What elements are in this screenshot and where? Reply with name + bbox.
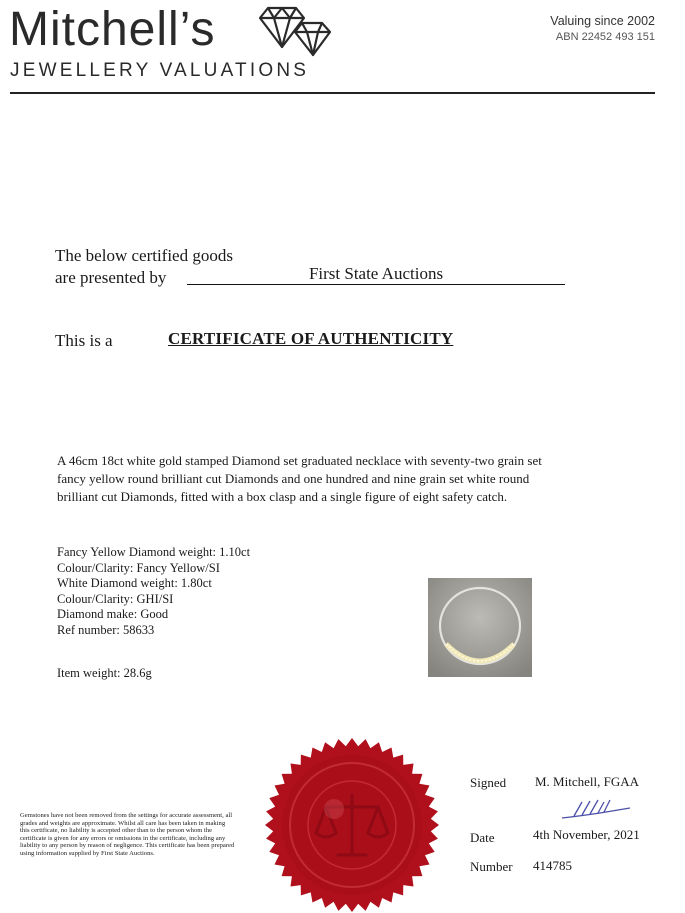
certificate-prefix: This is a [55,331,113,350]
certificate-title: CERTIFICATE OF AUTHENTICITY [168,329,454,348]
spec-diamond-make: Diamond make: Good [57,607,169,621]
abn-number: ABN 22452 493 151 [555,31,655,43]
presenter-name: First State Auctions [187,264,565,285]
signed-value: M. Mitchell, FGAA [535,774,639,789]
spec-yellow-weight: Fancy Yellow Diamond weight: 1.10ct [57,545,251,559]
date-label: Date [470,830,495,845]
signature-icon [560,796,632,822]
brand-name: Mitchell’s [9,3,216,56]
number-value: 414785 [533,858,572,873]
spec-yellow-clarity: Colour/Clarity: Fancy Yellow/SI [57,560,220,575]
spec-list [57,545,250,638]
brand-subtitle: JEWELLERY VALUATIONS [10,60,310,81]
spec-white-clarity: Colour/Clarity: GHI/SI [57,591,174,606]
intro-line-1: The below certified goods [55,246,233,265]
tagline: Valuing since 2002 [550,14,655,28]
spec-white-weight: White Diamond weight: 1.80ct [57,576,212,590]
date-value: 4th November, 2021 [533,827,640,842]
item-description: A 46cm 18ct white gold stamped Diamond set graduated necklace with seventy-two grain set fancy yellow round brilliant cut Diamonds and one hundred and nine grain set white round brilliant cut Diamonds, fitted with a box clasp and a single figure of eight safety catch. [57,453,542,504]
necklace-photo [428,578,532,677]
intro-line-2: are presented by [55,268,167,287]
header-divider [10,92,655,94]
signed-label: Signed [470,775,507,790]
diamond-logo-icon [258,3,336,59]
spec-ref-number: Ref number: 58633 [57,622,155,637]
wax-seal-icon [264,737,440,913]
number-label: Number [470,859,513,874]
item-weight: Item weight: 28.6g [57,666,152,680]
disclaimer-text: Gemstones have not been removed from the settings for accurate assessment, all grades and weights are approximate. Whilst all care has been taken in making this certificate, no liability is accepted other than to the person whom the certificate is given for any errors or omissions in the certificate, including any liability to any person by reason of negligence. This certificate has been prepared using information supplied by First State Auctions. [20,812,235,857]
